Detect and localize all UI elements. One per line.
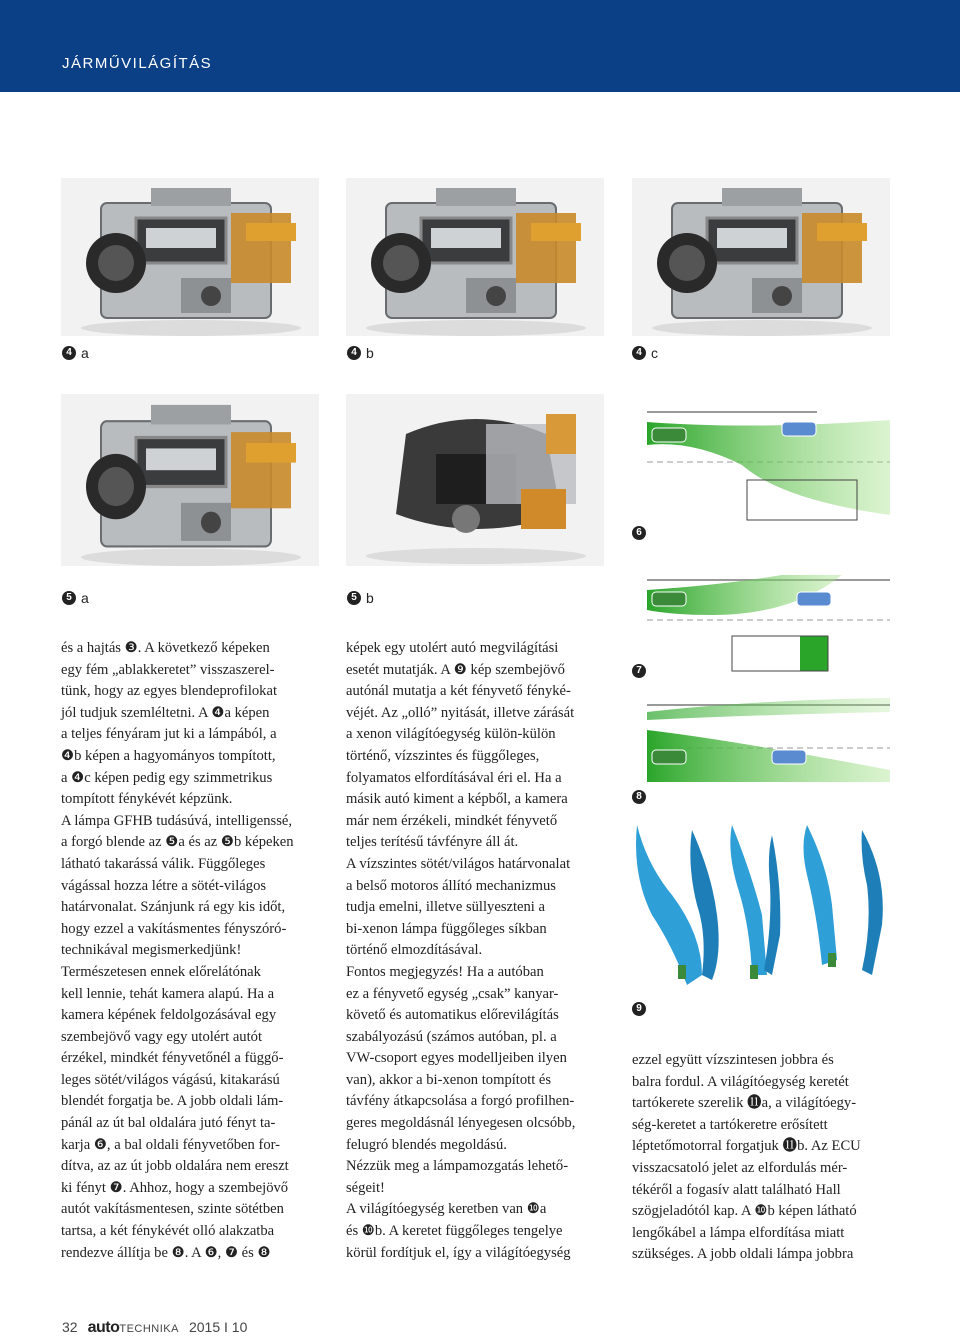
beam-diagram-8 <box>632 690 890 785</box>
text-line: ségeit! <box>346 1179 385 1196</box>
text-line: leges sötét/világos vágású, kitakarású <box>61 1071 280 1088</box>
text-line: kell lennie, tehát kamera alapú. Ha a <box>61 985 275 1002</box>
text-line: hogy ezzel a vakításmentes fényszóró- <box>61 920 287 937</box>
text-line: távfény átkapcsolása a forgó profilhen- <box>346 1093 575 1110</box>
text-line: a ❹c képen pedig egy szimmetrikus <box>61 769 273 786</box>
text-line: bi-xenon lámpa függőleges síkban <box>346 920 547 937</box>
text-line: történő elmozdításával. <box>346 942 483 959</box>
caption-7 <box>632 664 646 678</box>
text-line: tartókerete szerelik ⓫a, a világítóegy- <box>632 1095 857 1112</box>
text-line: ki fényt ❼. Ahhoz, hogy a szembejövő <box>61 1179 289 1196</box>
beam-diagram-6 <box>632 400 890 525</box>
caption-4c <box>632 345 658 361</box>
figure-number-badge: 5 <box>347 591 361 605</box>
text-column-1 <box>61 638 331 1264</box>
page-number: 32 <box>62 1319 78 1335</box>
text-line: ❹b képen a hagyományos tompított, <box>61 747 276 764</box>
text-line: követő és automatikus előrevilágítás <box>346 1007 559 1024</box>
figure-number-badge: 6 <box>632 526 646 540</box>
lamp-mechanism-photo-5b <box>346 394 604 566</box>
figure-number-badge: 7 <box>632 664 646 678</box>
text-line: körül fordítjuk el, így a világítóegység <box>346 1244 571 1261</box>
caption-5a <box>62 590 89 606</box>
text-line: történő, vízszintes és függőleges, <box>346 747 540 764</box>
text-line: karja ❻, a bal oldali fényvetőben for- <box>61 1136 281 1153</box>
text-line: tartsa, a két fénykévét olló alakzatba <box>61 1223 275 1240</box>
caption-letter: b <box>366 590 374 606</box>
text-line: léptetőmotorral forgatjuk ⓫b. Az ECU <box>632 1138 861 1155</box>
beam-diagram-7 <box>632 570 890 685</box>
text-line: szembejövő vagy egy utolért autót <box>61 1028 263 1045</box>
text-line: tékéről a fogasív alatt található Hall <box>632 1181 841 1198</box>
text-line: felugró blendés megoldású. <box>346 1136 507 1153</box>
figure-number-badge: 4 <box>62 346 76 360</box>
text-line: Természetesen ennek előrelátónak <box>61 963 261 980</box>
brand-logo-light: TECHNIKA <box>119 1323 179 1335</box>
text-line: a belső motoros állító mechanizmus <box>346 877 556 894</box>
text-line: folyamatos elfordításával éri el. Ha a <box>346 769 562 786</box>
text-line: Fontos megjegyzés! Ha a autóban <box>346 963 544 980</box>
text-line: ezzel együtt vízszintesen jobbra és <box>632 1052 834 1068</box>
caption-letter: b <box>366 345 374 361</box>
caption-letter: a <box>81 590 89 606</box>
text-line: ség-keretet a tartókeretre erősített <box>632 1116 828 1133</box>
caption-4b <box>347 345 374 361</box>
text-line: és a hajtás ❸. A következő képeken <box>61 640 270 656</box>
text-line: A vízszintes sötét/világos határvonalat <box>346 855 571 872</box>
text-line: geres megoldásnál lényegesen olcsóbb, <box>346 1115 576 1132</box>
lamp-mechanism-photo-5a <box>61 394 319 566</box>
text-line: esetét mutatják. A ❾ kép szembejövő <box>346 661 565 678</box>
lamp-mechanism-photo-4c <box>632 178 890 336</box>
text-line: tudja emelni, illetve süllyeszteni a <box>346 899 545 916</box>
text-line: szögjeladótól kap. A ❿b képen látható <box>632 1203 857 1220</box>
text-line: VW-csoport egyes modelljeiben ilyen <box>346 1050 567 1067</box>
text-line: kamera képének feldolgozásával egy <box>61 1007 277 1024</box>
text-line: már nem érzékeli, mindkét fényvető <box>346 812 558 829</box>
text-line: tünk, hogy az egyes blendeprofilokat <box>61 683 278 700</box>
text-line: A világítóegység keretben van ❿a <box>346 1201 547 1218</box>
text-line: a forgó blende az ❺a és az ❺b képeken <box>61 834 294 851</box>
text-line: technikával megismerkedjünk! <box>61 942 242 959</box>
text-line: Nézzük meg a lámpamozgatás lehető- <box>346 1158 569 1175</box>
figure-number-badge: 8 <box>632 790 646 804</box>
text-line: autót vakításmentesen, szinte sötétben <box>61 1201 284 1218</box>
text-line: ez a fényvető egység „csak” kanyar- <box>346 985 559 1002</box>
figure-number-badge: 4 <box>632 346 646 360</box>
text-line: vágással hozza létre a sötét-világos <box>61 877 267 894</box>
text-line: lengőkábel a lámpa elfordítása miatt <box>632 1224 845 1241</box>
text-line: van), akkor a bi-xenon tompított és <box>346 1071 552 1088</box>
text-line: pánál az út bal oldalára jutó fényt ta- <box>61 1115 276 1132</box>
caption-4a <box>62 345 89 361</box>
text-line: képek egy utolért autó megvilágítási <box>346 640 559 656</box>
figure-number-badge: 4 <box>347 346 361 360</box>
text-line: egy fém „ablakkeretet” visszaszerel- <box>61 661 275 678</box>
text-column-2 <box>346 638 616 1264</box>
text-line: teljes terítésű távfényre áll át. <box>346 834 519 851</box>
text-line: és ❿b. A keretet függőleges tengelye <box>346 1223 563 1240</box>
caption-5b <box>347 590 374 606</box>
caption-letter: a <box>81 345 89 361</box>
text-line: másik autó kiment a képből, a kamera <box>346 791 568 808</box>
text-line: véjét. Az „olló” nyitását, illetve zárását <box>346 704 575 721</box>
figure-number-badge: 5 <box>62 591 76 605</box>
text-line: A lámpa GFHB tudásúvá, intelligenssé, <box>61 812 293 829</box>
text-line: autónál mutatja a két fényvető fényké- <box>346 683 571 700</box>
text-line: szükséges. A jobb oldali lámpa jobbra <box>632 1246 854 1263</box>
text-line: jól tudjuk szemléltetni. A ❹a képen <box>61 704 270 721</box>
text-line: blendét forgatja be. A jobb oldali lám- <box>61 1093 284 1110</box>
caption-letter: c <box>651 345 658 361</box>
text-line: dítva, az az út jobb oldalára nem ereszt <box>61 1158 289 1175</box>
caption-6 <box>632 526 646 540</box>
text-line: tompított fénykévét képzünk. <box>61 791 233 808</box>
text-line: balra fordul. A világítóegység keretét <box>632 1073 849 1090</box>
beam-diagram-9 <box>632 825 890 990</box>
text-line: látható takarássá válik. Függőleges <box>61 855 266 872</box>
lamp-mechanism-photo-4a <box>61 178 319 336</box>
page-footer <box>62 1319 247 1337</box>
lamp-mechanism-photo-4b <box>346 178 604 336</box>
header-bar <box>0 0 960 92</box>
section-title: JÁRMŰVILÁGÍTÁS <box>62 55 213 72</box>
caption-9 <box>632 1002 646 1016</box>
text-line: szabályozású (számos autóban, pl. a <box>346 1028 557 1045</box>
text-line: visszacsatoló jelet az elfordulás mér- <box>632 1159 848 1176</box>
text-line: határvonalat. Szánjunk rá egy kis időt, <box>61 899 286 916</box>
issue-number: 2015 I 10 <box>188 1319 248 1335</box>
text-line: a xenon világítóegység külön-külön <box>346 726 556 743</box>
text-line: érzékel, mindkét fényvetőnél a függő- <box>61 1050 284 1067</box>
text-column-3 <box>632 1050 902 1266</box>
caption-8 <box>632 790 646 804</box>
text-line: rendezve állítja be ❽. A ❻, ❼ és ❽ <box>61 1244 271 1261</box>
figure-number-badge: 9 <box>632 1002 646 1016</box>
text-line: a teljes fényáram jut ki a lámpából, a <box>61 726 277 743</box>
brand-logo-bold: auto <box>87 1319 120 1336</box>
